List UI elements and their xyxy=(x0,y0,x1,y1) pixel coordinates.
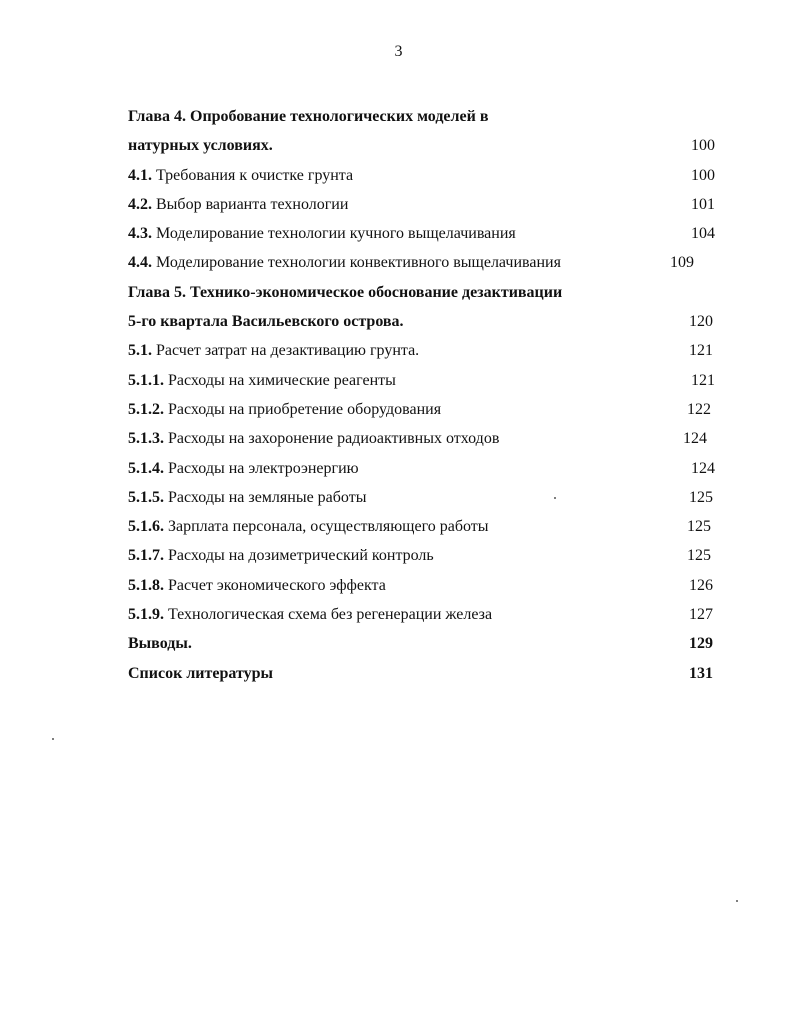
toc-entry-title xyxy=(128,104,488,130)
toc-entry-page: 126 xyxy=(689,576,713,594)
toc-entry-title xyxy=(128,426,499,452)
toc-entry-title xyxy=(128,543,434,569)
toc-entry-page: 121 xyxy=(691,371,715,389)
toc-entry-page: 104 xyxy=(691,225,715,243)
toc-entry-text: Выбор варианта технологии xyxy=(152,195,349,213)
toc-entry-page: 131 xyxy=(689,664,713,682)
toc-entry-number: 5.1.2. xyxy=(128,400,164,418)
toc-entry-page: 121 xyxy=(689,342,713,360)
toc-entry-page: 124 xyxy=(691,459,715,477)
toc-entry-text: 5-го квартала Васильевского острова. xyxy=(128,313,404,331)
toc-entry-title xyxy=(128,368,396,394)
toc-entry xyxy=(128,397,728,426)
toc-entry xyxy=(128,280,728,309)
toc-entry-title xyxy=(128,573,386,599)
toc-entry-page: 120 xyxy=(689,313,713,331)
toc-entry xyxy=(128,631,728,660)
toc-entry-page: 101 xyxy=(691,195,715,213)
toc-entry xyxy=(128,514,728,543)
toc-entry-number: 5.1.1. xyxy=(128,371,164,389)
toc-entry xyxy=(128,661,728,690)
toc-entry-title xyxy=(128,221,516,247)
toc-entry-page: 124 xyxy=(683,430,707,448)
toc-entry-text: Расходы на электроэнергию xyxy=(164,459,359,477)
page-number: 3 xyxy=(394,43,403,60)
toc-entry-text: Расходы на земляные работы xyxy=(164,488,367,506)
toc-entry-text: Расчет затрат на дезактивацию грунта. xyxy=(152,342,420,360)
toc-entry xyxy=(128,368,728,397)
toc-entry-text: Расходы на захоронение радиоактивных отходов xyxy=(164,430,500,448)
toc-entry-number: 4.1. xyxy=(128,166,152,184)
toc-entry xyxy=(128,250,728,279)
toc-entry-title xyxy=(128,163,353,189)
toc-entry-text: Расходы на дозиметрический контроль xyxy=(164,547,434,565)
toc-entry-page: 125 xyxy=(689,488,713,506)
toc-entry-title xyxy=(128,514,489,540)
table-of-contents xyxy=(128,104,728,690)
toc-entry-number: 5.1.7. xyxy=(128,547,164,565)
toc-entry xyxy=(128,338,728,367)
toc-entry xyxy=(128,573,728,602)
toc-entry xyxy=(128,163,728,192)
toc-entry-text: натурных условиях. xyxy=(128,137,273,155)
toc-entry-text: Расчет экономического эффекта xyxy=(164,576,386,594)
toc-entry-title xyxy=(128,397,441,423)
toc-entry-page: 129 xyxy=(689,635,713,653)
toc-entry xyxy=(128,221,728,250)
toc-entry-page: 109 xyxy=(670,254,694,272)
toc-entry-text: Моделирование технологии кучного выщелачивания xyxy=(152,225,516,243)
toc-entry xyxy=(128,426,728,455)
toc-entry-page: 100 xyxy=(691,137,715,155)
toc-entry xyxy=(128,602,728,631)
toc-entry xyxy=(128,192,728,221)
toc-entry-number: 5.1.8. xyxy=(128,576,164,594)
toc-entry-title xyxy=(128,192,348,218)
toc-entry-title xyxy=(128,661,273,687)
toc-entry-text: Зарплата персонала, осуществляющего работы xyxy=(164,518,489,536)
toc-entry xyxy=(128,133,728,162)
toc-entry-number: 5.1.6. xyxy=(128,518,164,536)
toc-entry-title xyxy=(128,309,404,335)
toc-entry-text: Выводы. xyxy=(128,635,192,653)
toc-entry xyxy=(128,543,728,572)
toc-entry-text: Расходы на химические реагенты xyxy=(164,371,396,389)
toc-entry-title xyxy=(128,133,273,159)
toc-entry-number: 5.1.5. xyxy=(128,488,164,506)
toc-entry xyxy=(128,104,728,133)
toc-entry-page: 125 xyxy=(687,518,711,536)
toc-entry-title xyxy=(128,250,561,276)
scan-speck xyxy=(554,497,556,499)
toc-entry-page: 125 xyxy=(687,547,711,565)
toc-entry-title xyxy=(128,338,419,364)
toc-entry-text: Глава 5. Технико-экономическое обоснование дезактивации xyxy=(128,283,563,301)
toc-entry xyxy=(128,309,728,338)
toc-entry-title xyxy=(128,280,562,306)
toc-entry-number: 5.1.9. xyxy=(128,606,164,624)
toc-entry-text: Требования к очистке грунта xyxy=(152,166,354,184)
scan-speck xyxy=(736,900,738,902)
scan-speck xyxy=(52,738,54,740)
toc-entry-text: Моделирование технологии конвективного выщелачивания xyxy=(152,254,561,272)
toc-entry-number: 4.3. xyxy=(128,225,152,243)
toc-entry-text: Технологическая схема без регенерации железа xyxy=(164,606,493,624)
toc-entry-number: 4.4. xyxy=(128,254,152,272)
toc-entry-page: 127 xyxy=(689,606,713,624)
toc-entry-page: 100 xyxy=(691,166,715,184)
toc-entry-page: 122 xyxy=(687,400,711,418)
toc-entry-number: 5.1. xyxy=(128,342,152,360)
toc-entry-number: 5.1.3. xyxy=(128,430,164,448)
toc-entry-number: 4.2. xyxy=(128,195,152,213)
toc-entry-text: Расходы на приобретение оборудования xyxy=(164,400,442,418)
toc-entry-title xyxy=(128,485,366,511)
toc-entry-title xyxy=(128,602,492,628)
toc-entry-text: Глава 4. Опробование технологических моделей в xyxy=(128,108,489,125)
toc-entry-text: Список литературы xyxy=(128,664,273,682)
toc-entry-title xyxy=(128,456,359,482)
toc-entry-number: 5.1.4. xyxy=(128,459,164,477)
toc-entry xyxy=(128,485,728,514)
toc-entry xyxy=(128,456,728,485)
toc-entry-title xyxy=(128,631,192,657)
